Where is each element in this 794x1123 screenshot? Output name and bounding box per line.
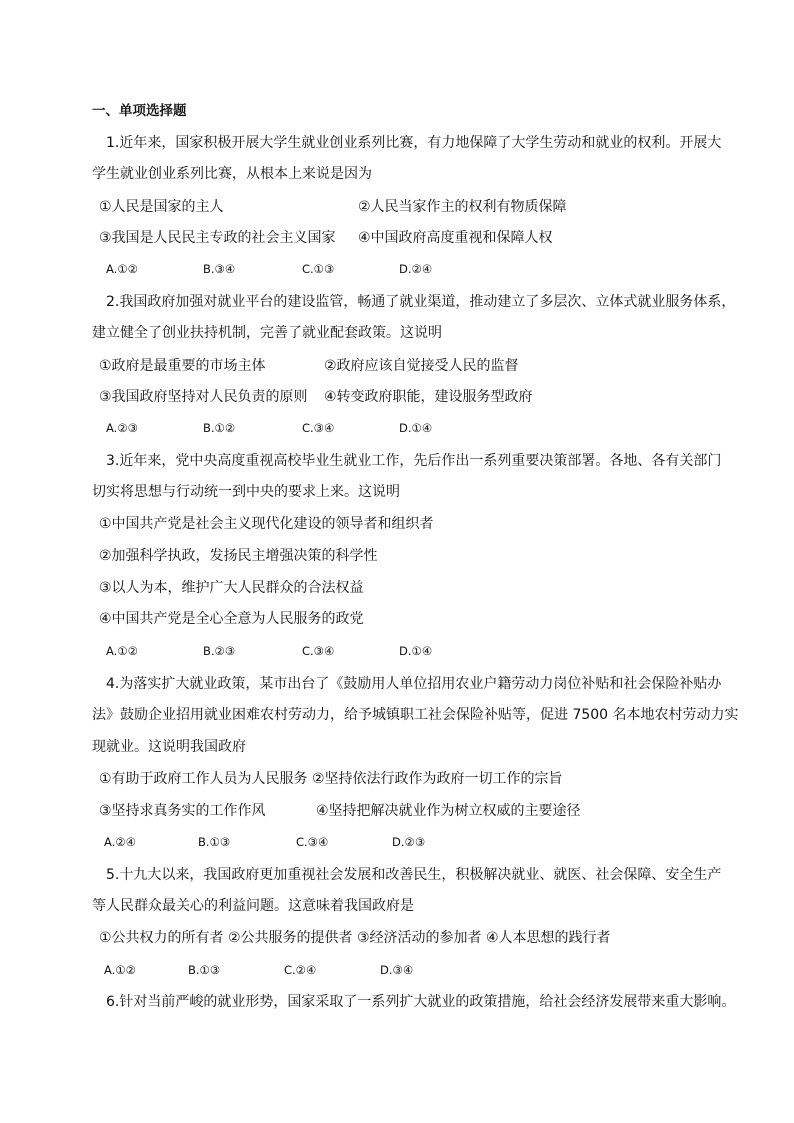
question-1-line-1: 1.近年来，国家积极开展大学生就业创业系列比赛，有力地保障了大学生劳动和就业的权利。开展大 [106, 135, 722, 151]
q4-option-a: A.②④ [104, 835, 136, 849]
q1-option-d: D.②④ [399, 262, 433, 276]
q4-statement-3: ④坚持把解决就业作为树立权威的主要途径 [316, 803, 581, 819]
question-4-line-3: 现就业。这说明我国政府 [92, 739, 246, 755]
q3-statement-3: ③以人为本，维护广大人民群众的合法权益 [99, 580, 364, 596]
question-3-line-1: 3.近年来，党中央高度重视高校毕业生就业工作，先后作出一系列重要决策部署。各地、各有关部门 [106, 453, 722, 469]
question-4-line-2: 法》鼓励企业招用就业困难农村劳动力，给予城镇职工社会保险补贴等，促进 7500 名本地农村劳动力实 [92, 707, 739, 723]
q2-option-d: D.①④ [399, 421, 433, 435]
q1-option-b: B.③④ [203, 262, 236, 276]
q4-statement-2: ③坚持求真务实的工作作风 [99, 803, 266, 819]
q3-option-d: D.①④ [399, 644, 433, 658]
question-5-line-2: 等人民群众最关心的利益问题。这意味着我国政府是 [92, 898, 414, 914]
q5-option-a: A.①② [104, 963, 136, 977]
q1-statement-1: ①人民是国家的主人 [99, 199, 224, 215]
q2-statement-1: ①政府是最重要的市场主体 [99, 358, 266, 374]
q1-option-a: A.①② [106, 262, 138, 276]
q2-statement-2: ②政府应该自觉接受人民的监督 [324, 358, 519, 374]
q4-option-d: D.②③ [392, 835, 426, 849]
q2-option-c: C.③④ [302, 421, 335, 435]
q3-option-b: B.②③ [203, 644, 236, 658]
q4-option-b: B.①③ [198, 835, 231, 849]
q5-statement-1: ①公共权力的所有者 ②公共服务的提供者 ③经济活动的参加者 ④人本思想的践行者 [99, 930, 611, 946]
q4-option-c: C.③④ [296, 835, 329, 849]
q2-statement-3: ③我国政府坚持对人民负责的原则 [99, 389, 308, 405]
q5-option-c: C.②④ [284, 963, 317, 977]
q5-option-d: D.③④ [380, 963, 414, 977]
section-title: 一、单项选择题 [92, 103, 187, 119]
question-1-line-2: 学生就业创业系列比赛，从根本上来说是因为 [92, 166, 372, 182]
q2-option-b: B.①② [203, 421, 236, 435]
question-3-line-2: 切实将思想与行动统一到中央的要求上来。这说明 [92, 484, 400, 500]
question-6-line-1: 6.针对当前严峻的就业形势，国家采取了一系列扩大就业的政策措施，给社会经济发展带来重大影响。 [106, 994, 736, 1010]
q1-option-c: C.①③ [302, 262, 335, 276]
q3-statement-4: ④中国共产党是全心全意为人民服务的政党 [99, 611, 364, 627]
question-4-line-1: 4.为落实扩大就业政策，某市出台了《鼓励用人单位招用农业户籍劳动力岗位补贴和社会保险补贴办 [106, 676, 722, 692]
q1-statement-2: ②人民当家作主的权利有物质保障 [358, 199, 567, 215]
question-2-line-1: 2.我国政府加强对就业平台的建设监管，畅通了就业渠道，推动建立了多层次、立体式就业服务体系， [106, 294, 736, 310]
q2-option-a: A.②③ [106, 421, 138, 435]
q1-statement-4: ④中国政府高度重视和保障人权 [358, 230, 553, 246]
q3-option-c: C.③④ [302, 644, 335, 658]
q4-statement-1: ①有助于政府工作人员为人民服务 ②坚持依法行政作为政府一切工作的宗旨 [99, 771, 563, 787]
q3-statement-2: ②加强科学执政，发扬民主增强决策的科学性 [99, 548, 378, 564]
q1-statement-3: ③我国是人民民主专政的社会主义国家 [99, 230, 336, 246]
q2-statement-4: ④转变政府职能，建设服务型政府 [324, 389, 533, 405]
q3-statement-1: ①中国共产党是社会主义现代化建设的领导者和组织者 [99, 516, 434, 532]
q5-option-b: B.①③ [188, 963, 221, 977]
question-2-line-2: 建立健全了创业扶持机制，完善了就业配套政策。这说明 [92, 325, 442, 341]
q3-option-a: A.①② [106, 644, 138, 658]
question-5-line-1: 5.十九大以来，我国政府更加重视社会发展和改善民生，积极解决就业、就医、社会保障、安全生产 [106, 867, 722, 883]
